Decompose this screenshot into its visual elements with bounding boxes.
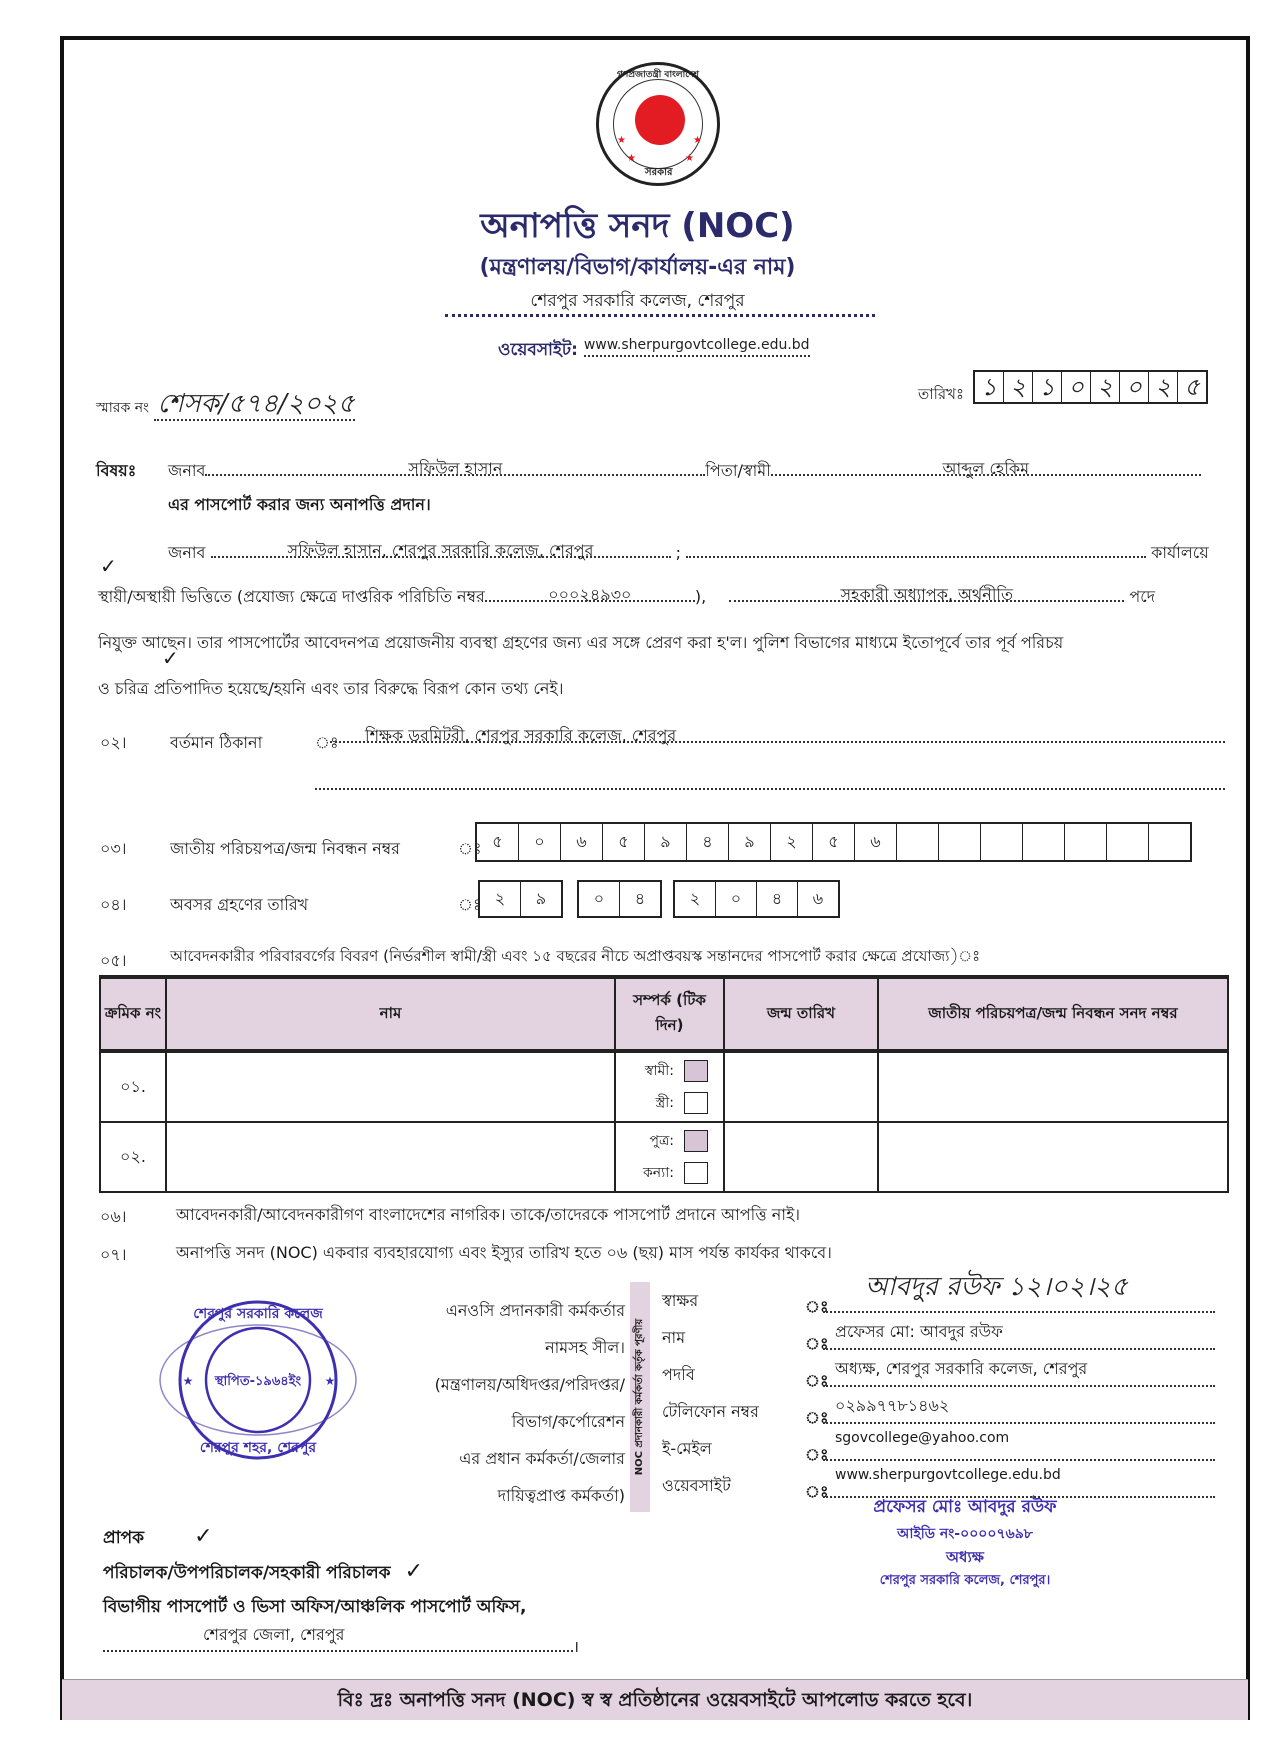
signatory-description [360, 1292, 625, 1514]
label-designation: পদবি [662, 1365, 695, 1384]
check-mark-icon: ✓ [100, 554, 117, 578]
email-field[interactable]: ঃ sgovcollege@yahoo.com [805, 1430, 1215, 1467]
subject-line2: এর পাসপোর্ট করার জন্য অনাপত্তি প্রদান। [168, 495, 431, 514]
recipient-end: । [573, 1637, 580, 1656]
row-nid-cell[interactable] [878, 1051, 1228, 1122]
post-suffix: পদে [1129, 587, 1156, 606]
basis-text: স্থায়ী/অস্থায়ী ভিত্তিতে (প্রযোজ্য ক্ষেত্রে দাপ্তরিক পরিচিতি নম্বর [98, 587, 485, 606]
retirement-digit[interactable]: ০ [716, 882, 757, 916]
wife-checkbox[interactable] [684, 1092, 708, 1114]
date-digit[interactable]: ৫ [1184, 373, 1200, 401]
mr-label: জনাব [168, 543, 206, 562]
retirement-digit[interactable]: ০ [579, 882, 620, 916]
recipient-label: প্রাপক [103, 1528, 145, 1548]
signatory-desc-line: দায়িত্বপ্রাপ্ত কর্মকর্তা) [497, 1486, 625, 1505]
svg-text:★: ★ [324, 1374, 336, 1388]
husband-checkbox[interactable] [684, 1060, 708, 1082]
signatory-desc-line: নামসহ সীল। [545, 1338, 625, 1357]
emblem-bottom-text: সরকার [645, 167, 673, 178]
nid-boxes[interactable] [475, 822, 1192, 862]
retirement-digit[interactable]: ২ [675, 882, 716, 916]
row-nid-cell[interactable] [878, 1122, 1228, 1192]
mr-label: জনাব [168, 461, 206, 480]
nid-digit[interactable]: ৬ [855, 824, 897, 860]
retirement-digit[interactable]: ৯ [535, 889, 547, 908]
memo-number [96, 383, 355, 427]
memo-label: স্মারক নং [96, 400, 150, 416]
label-email: ই-মেইল [662, 1439, 712, 1458]
band-text: NOC প্রদানকারী কর্মকর্তা কর্তৃক পূরণীয় [634, 1318, 645, 1476]
signatory-desc-line: এনওসি প্রদানকারী কর্মকর্তার [445, 1301, 625, 1320]
address-colon: ঃ [315, 733, 339, 752]
label-telephone: টেলিফোন নম্বর [662, 1402, 759, 1421]
address-field[interactable] [330, 728, 1225, 747]
retirement-colon: ঃ [458, 895, 482, 914]
post-field[interactable] [729, 585, 1124, 604]
family-label: আবেদনকারীর পরিবারবর্গের বিবরণ (নির্ভরশীল স্বামী/স্ত্রী এবং ১৫ বছরের নীচে অপ্রাপ্তবয়স্ক সন্তানদের পাসপোর্ট করার ক্ষেত্রে প্রযোজ্য)ঃ [170, 947, 981, 965]
recipient-district-field[interactable] [103, 1624, 573, 1652]
address-field-2[interactable] [315, 775, 1225, 794]
retirement-year[interactable] [673, 880, 840, 918]
name-value: প্রফেসর মো: আবদুর রউফ [835, 1322, 1003, 1341]
college-round-stamp [158, 1290, 358, 1475]
nid-digit[interactable] [981, 824, 1023, 860]
recipient-block [103, 1520, 579, 1664]
col-name: নাম [166, 977, 615, 1051]
post-value: সহকারী অধ্যাপক, অর্থনীতি [840, 585, 1014, 604]
date-digit[interactable]: ১ [975, 372, 1004, 402]
nid-colon: ঃ [458, 839, 482, 858]
col-dob: জন্ম তারিখ [724, 977, 878, 1051]
email-value: sgovcollege@yahoo.com [835, 1430, 1010, 1446]
basis-close: ), [694, 587, 707, 606]
retirement-digit[interactable]: ২ [480, 882, 521, 916]
address-num: ০২। [100, 733, 127, 752]
star-icon: ★ [693, 135, 702, 146]
date-digit[interactable]: ২ [1149, 372, 1178, 402]
col-relation: সম্পর্ক (টিক দিন) [615, 977, 724, 1051]
nid-digit[interactable]: ৪ [687, 824, 729, 860]
nid-digit[interactable] [1023, 824, 1065, 860]
nid-digit[interactable]: ২ [771, 824, 813, 860]
row-dob-cell[interactable] [724, 1122, 878, 1192]
svg-text:স্থাপিত-১৯৬৪ইং: স্থাপিত-১৯৬৪ইং [214, 1374, 302, 1389]
office-line: জনাব সফিউল হাসান, শেরপুর সরকারি কলেজ, শেরপুর ; কার্যালয়ে [168, 540, 1209, 567]
check-mark-icon: ✓ [404, 1559, 424, 1584]
body-para3: ও চরিত্র প্রতিপাদিত হয়েছে/হয়নি এবং তার বিরুদ্ধে বিরূপ কোন তথ্য নেই। [98, 679, 564, 698]
official-id-value: ০০০২৪৯৩০ [548, 585, 632, 604]
note-text: আবেদনকারী/আবেদনকারীগণ বাংলাদেশের নাগরিক। তাকে/তাদেরকে পাসপোর্ট প্রদানে আপত্তি নাই। [176, 1205, 801, 1224]
nid-digit[interactable]: ৯ [729, 824, 771, 860]
signature-field[interactable]: ঃ আবদুর রউফ ১২।০২।২৫ [805, 1282, 1215, 1319]
svg-text:শেরপুর শহর, শেরপুর: শেরপুর শহর, শেরপুর [199, 1440, 317, 1456]
family-table-header [100, 977, 1228, 1051]
row-serial: ০১. [100, 1051, 166, 1122]
stamp-designation: অধ্যক্ষ [946, 1548, 984, 1566]
row-name-cell[interactable] [166, 1051, 615, 1122]
website-label: ওয়েবসাইট: [498, 340, 578, 360]
stamp-name: প্রফেসর মোঃ আবদুর রউফ [873, 1497, 1057, 1517]
recipient-district: শেরপুর জেলা, শেরপুর [203, 1625, 345, 1644]
date-digit[interactable]: ২ [1091, 372, 1120, 402]
daughter-checkbox[interactable] [684, 1162, 708, 1184]
label-name: নাম [662, 1328, 686, 1347]
family-table [99, 975, 1229, 1193]
website-url[interactable]: www.sherpurgovtcollege.edu.bd [584, 337, 810, 357]
nid-digit[interactable]: ৬ [561, 824, 603, 860]
retirement-num: ০৪। [100, 895, 127, 914]
stamp-id: আইডি নং-০০০০৭৬৯৮ [897, 1526, 1033, 1542]
signatory-desc-line: (মন্ত্রণালয়/অধিদপ্তর/পরিদপ্তর/ [434, 1375, 625, 1394]
signatory-vertical-band [630, 1282, 650, 1512]
col-serial: ক্রমিক নং [100, 977, 166, 1051]
check-mark-icon: ✓ [194, 1524, 213, 1549]
nid-digit[interactable] [897, 824, 939, 860]
option-wife-label: স্ত্রী: [655, 1095, 674, 1111]
nid-digit[interactable]: ০ [519, 824, 561, 860]
signatory-values [805, 1272, 1215, 1504]
recipient-line2: বিভাগীয় পাসপোর্ট ও ভিসা অফিস/আঞ্চলিক পাসপোর্ট অফিস, [103, 1597, 527, 1617]
row-name-cell[interactable] [166, 1122, 615, 1192]
table-row [100, 1051, 1228, 1122]
body-para2: নিযুক্ত আছেন। তার পাসপোর্টের আবেদনপত্র প্রয়োজনীয় ব্যবস্থা গ্রহণের জন্য এর সঙ্গে প্রেরণ করা হ'ল। পুলিশ বিভাগের মাধ্যমে ইতোপূর্বে তার পূর্ব পরিচয় [98, 633, 1064, 652]
signature-value: আবদুর রউফ ১২।০২।২৫ [865, 1272, 1128, 1302]
signatory-desc-line: বিভাগ/কর্পোরেশন [511, 1412, 625, 1431]
row-relation-cell [615, 1122, 724, 1192]
government-emblem [596, 62, 720, 186]
svg-text:শেরপুর সরকারি কলেজ: শেরপুর সরকারি কলেজ [193, 1306, 323, 1322]
nid-label: জাতীয় পরিচয়পত্র/জন্ম নিবন্ধন নম্বর [170, 839, 400, 858]
address-label: বর্তমান ঠিকানা [170, 733, 263, 752]
recipient-line1: পরিচালক/উপপরিচালক/সহকারী পরিচালক [103, 1563, 391, 1583]
header-website [498, 337, 810, 365]
date-label: তারিখঃ [918, 385, 964, 403]
subject-line [168, 458, 1201, 485]
office-value: সফিউল হাসান, শেরপুর সরকারি কলেজ, শেরপুর [287, 541, 594, 560]
note-text: অনাপত্তি সনদ (NOC) একবার ব্যবহারযোগ্য এবং ইস্যুর তারিখ হতে ০৬ (ছয়) মাস পর্যন্ত কার্যকর থাকবে। [176, 1243, 832, 1262]
designation-value: অধ্যক্ষ, শেরপুর সরকারি কলেজ, শেরপুর [835, 1359, 1088, 1378]
check-mark-icon: ✓ [162, 646, 179, 670]
stamp-institution: শেরপুর সরকারি কলেজ, শেরপুর। [879, 1573, 1051, 1588]
label-website: ওয়েবসাইট [662, 1476, 731, 1495]
designation-field[interactable]: ঃ অধ্যক্ষ, শেরপুর সরকারি কলেজ, শেরপুর [805, 1356, 1215, 1393]
basis-line [98, 584, 1155, 611]
document-subtitle: (মন্ত্রণালয়/বিভাগ/কার্যালয়-এর নাম) [479, 255, 796, 280]
official-id-field[interactable] [485, 585, 695, 604]
option-husband-label: স্বামী: [644, 1063, 674, 1079]
row-serial: ০২. [100, 1122, 166, 1192]
label-signature: স্বাক্ষর [662, 1291, 699, 1310]
date-digit[interactable]: ২ [1004, 372, 1033, 402]
institution-divider [445, 314, 875, 317]
svg-text:★: ★ [182, 1374, 194, 1388]
date-digit[interactable]: ০ [1120, 372, 1149, 402]
star-icon: ★ [627, 153, 636, 164]
nid-digit[interactable]: ৯ [645, 824, 687, 860]
website-field[interactable]: ঃ www.sherpurgovtcollege.edu.bd [805, 1467, 1215, 1504]
nid-digit[interactable] [1149, 824, 1190, 860]
father-name-value: আব্দুল হেকিম [942, 459, 1029, 478]
name-field[interactable]: ঃ প্রফেসর মো: আবদুর রউফ [805, 1319, 1215, 1356]
nid-digit[interactable]: ৫ [813, 824, 855, 860]
subject-label: বিষয়ঃ [96, 461, 137, 480]
father-label: পিতা/স্বামী [705, 461, 771, 480]
memo-value[interactable]: শেসক/৫৭৪/২০২৫ [154, 389, 355, 421]
retirement-digit[interactable]: ৪ [634, 889, 646, 908]
retirement-digit[interactable]: ৬ [812, 889, 824, 908]
emblem-top-text: গণপ্রজাতন্ত্রী বাংলাদেশ [617, 70, 699, 80]
footer-note: বিঃ দ্রঃ অনাপত্তি সনদ (NOC) স্ব স্ব প্রতিষ্ঠানের ওয়েবসাইটে আপলোড করতে হবে। [62, 1679, 1248, 1720]
address-value: শিক্ষক ডরমিটরী, শেরপুর সরকারি কলেজ, শেরপুর [365, 726, 677, 745]
retirement-label: অবসর গ্রহণের তারিখ [170, 895, 309, 914]
subject-name-field[interactable] [205, 459, 705, 478]
date-digit[interactable]: ১ [1033, 372, 1062, 402]
nid-digit[interactable] [1065, 824, 1107, 860]
office-suffix: কার্যালয়ে [1151, 543, 1209, 562]
nid-digit[interactable]: ৫ [603, 824, 645, 860]
emblem-red-sun-icon [635, 95, 685, 145]
signatory-labels [662, 1282, 759, 1504]
family-num: ০৫। [100, 951, 127, 970]
date-boxes[interactable] [973, 370, 1208, 404]
telephone-value: ০২৯৯৭৭৮১৪৬২ [835, 1396, 950, 1415]
telephone-field[interactable]: ঃ ০২৯৯৭৭৮১৪৬২ [805, 1393, 1215, 1430]
office-field-2[interactable] [686, 556, 1146, 558]
row-dob-cell[interactable] [724, 1051, 878, 1122]
star-icon: ★ [685, 153, 694, 164]
nid-digit[interactable] [1107, 824, 1149, 860]
document-title: অনাপত্তি সনদ (NOC) [480, 206, 795, 246]
nid-num: ০৩। [100, 839, 127, 858]
subject-name-value: সফিউল হাসান [408, 459, 503, 478]
col-nid: জাতীয় পরিচয়পত্র/জন্ম নিবন্ধন সনদ নম্বর [878, 977, 1228, 1051]
father-name-field[interactable] [771, 459, 1201, 478]
date-digit[interactable]: ০ [1062, 372, 1091, 402]
row-relation-cell [615, 1051, 724, 1122]
note-num: ০৭। [100, 1245, 127, 1264]
official-seal-stamp [830, 1494, 1100, 1592]
son-checkbox[interactable] [684, 1130, 708, 1152]
option-son-label: পুত্র: [649, 1133, 674, 1149]
option-daughter-label: কন্যা: [643, 1165, 674, 1181]
nid-digit[interactable]: ৫ [477, 824, 519, 860]
website-value: www.sherpurgovtcollege.edu.bd [835, 1467, 1061, 1483]
star-icon: ★ [617, 135, 626, 146]
retirement-digit[interactable]: ৪ [757, 882, 798, 916]
table-row [100, 1122, 1228, 1192]
office-field[interactable] [211, 541, 671, 560]
nid-digit[interactable] [939, 824, 981, 860]
retirement-month[interactable] [577, 880, 662, 918]
note-num: ০৬। [100, 1207, 127, 1226]
institution-name: শেরপুর সরকারি কলেজ, শেরপুর [530, 291, 745, 311]
signatory-desc-line: এর প্রধান কর্মকর্তা/জেলার [459, 1449, 625, 1468]
retirement-day[interactable] [478, 880, 563, 918]
